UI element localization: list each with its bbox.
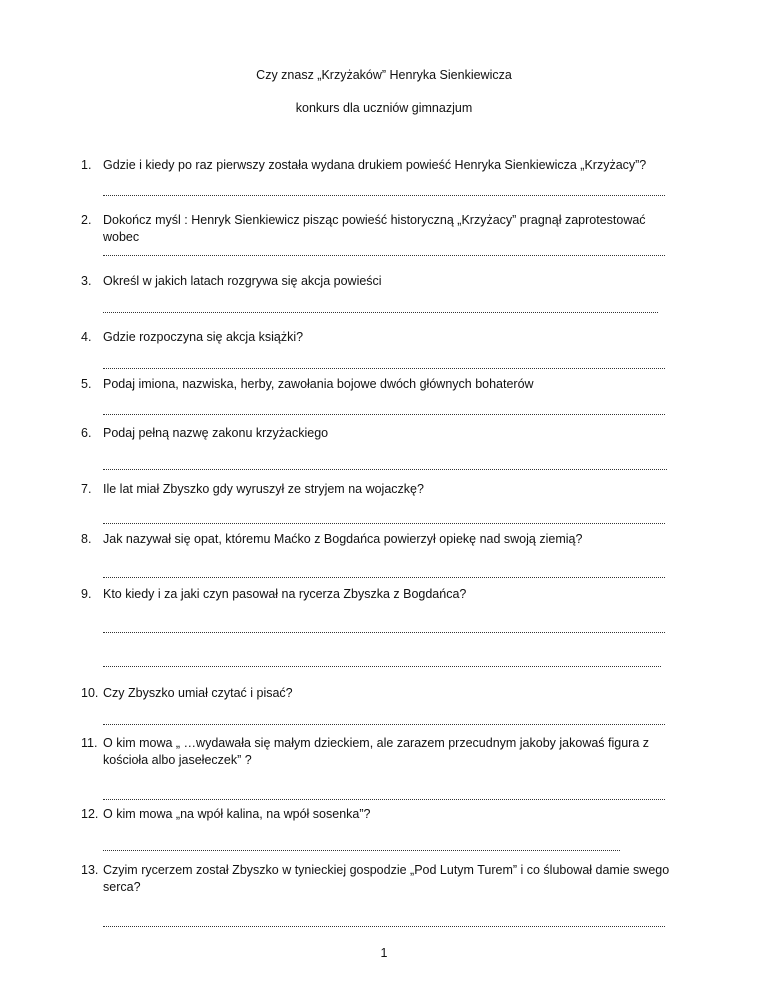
question-number: 11. <box>81 736 98 750</box>
question-number: 3. <box>81 274 92 288</box>
question-number: 8. <box>81 532 92 546</box>
question-number: 7. <box>81 482 92 496</box>
answer-line[interactable] <box>103 918 665 927</box>
question-text: Podaj imiona, nazwiska, herby, zawołania bojowe dwóch głównych bohaterów <box>103 377 534 391</box>
question-number: 2. <box>81 213 92 227</box>
answer-line[interactable] <box>103 624 665 633</box>
question-text: Jak nazywał się opat, któremu Maćko z Bogdańca powierzył opiekę nad swoją ziemią? <box>103 532 583 546</box>
page-number: 1 <box>380 946 388 960</box>
question-text: Dokończ myśl : Henryk Sienkiewicz pisząc powieść historyczną „Krzyżacy” pragnął zaprotestować wobec <box>103 213 646 244</box>
question-number: 5. <box>81 377 92 391</box>
document-subtitle: konkurs dla uczniów gimnazjum <box>295 101 473 115</box>
answer-line[interactable] <box>103 304 658 313</box>
answer-line[interactable] <box>103 187 665 196</box>
question-text: Kto kiedy i za jaki czyn pasował na rycerza Zbyszka z Bogdańca? <box>103 587 467 601</box>
answer-line[interactable] <box>103 716 665 725</box>
question-text: Gdzie i kiedy po raz pierwszy została wydana drukiem powieść Henryka Sienkiewicza „Krzyżacy”? <box>103 158 647 172</box>
question-number: 9. <box>81 587 92 601</box>
answer-line[interactable] <box>103 569 665 578</box>
answer-line[interactable] <box>103 360 665 369</box>
answer-line[interactable] <box>103 247 665 256</box>
question-text: Podaj pełną nazwę zakonu krzyżackiego <box>103 426 329 440</box>
answer-line[interactable] <box>103 658 661 667</box>
question-number: 10. <box>81 686 99 700</box>
answer-line[interactable] <box>103 842 620 851</box>
question-text: O kim mowa „na wpół kalina, na wpół sosenka”? <box>103 807 371 821</box>
question-number: 1. <box>81 158 92 172</box>
answer-line[interactable] <box>103 461 667 470</box>
question-number: 6. <box>81 426 92 440</box>
answer-line[interactable] <box>103 515 665 524</box>
document-title: Czy znasz „Krzyżaków” Henryka Sienkiewicza <box>256 68 512 82</box>
question-number: 12. <box>81 807 99 821</box>
question-text: Ile lat miał Zbyszko gdy wyruszył ze stryjem na wojaczkę? <box>103 482 424 496</box>
answer-line[interactable] <box>103 406 665 415</box>
question-number: 13. <box>81 863 99 877</box>
question-text: Gdzie rozpoczyna się akcja książki? <box>103 330 304 344</box>
question-number: 4. <box>81 330 92 344</box>
question-text: O kim mowa „ …wydawała się małym dzieckiem, ale zarazem przecudnym jakoby jakowaś figura z kościoła albo jasełeczek” ? <box>103 736 650 767</box>
question-text: Określ w jakich latach rozgrywa się akcja powieści <box>103 274 382 288</box>
question-text: Czyim rycerzem został Zbyszko w tynieckiej gospodzie „Pod Lutym Turem” i co ślubował damie swego serca? <box>103 863 670 894</box>
answer-line[interactable] <box>103 791 665 800</box>
question-text: Czy Zbyszko umiał czytać i pisać? <box>103 686 293 700</box>
